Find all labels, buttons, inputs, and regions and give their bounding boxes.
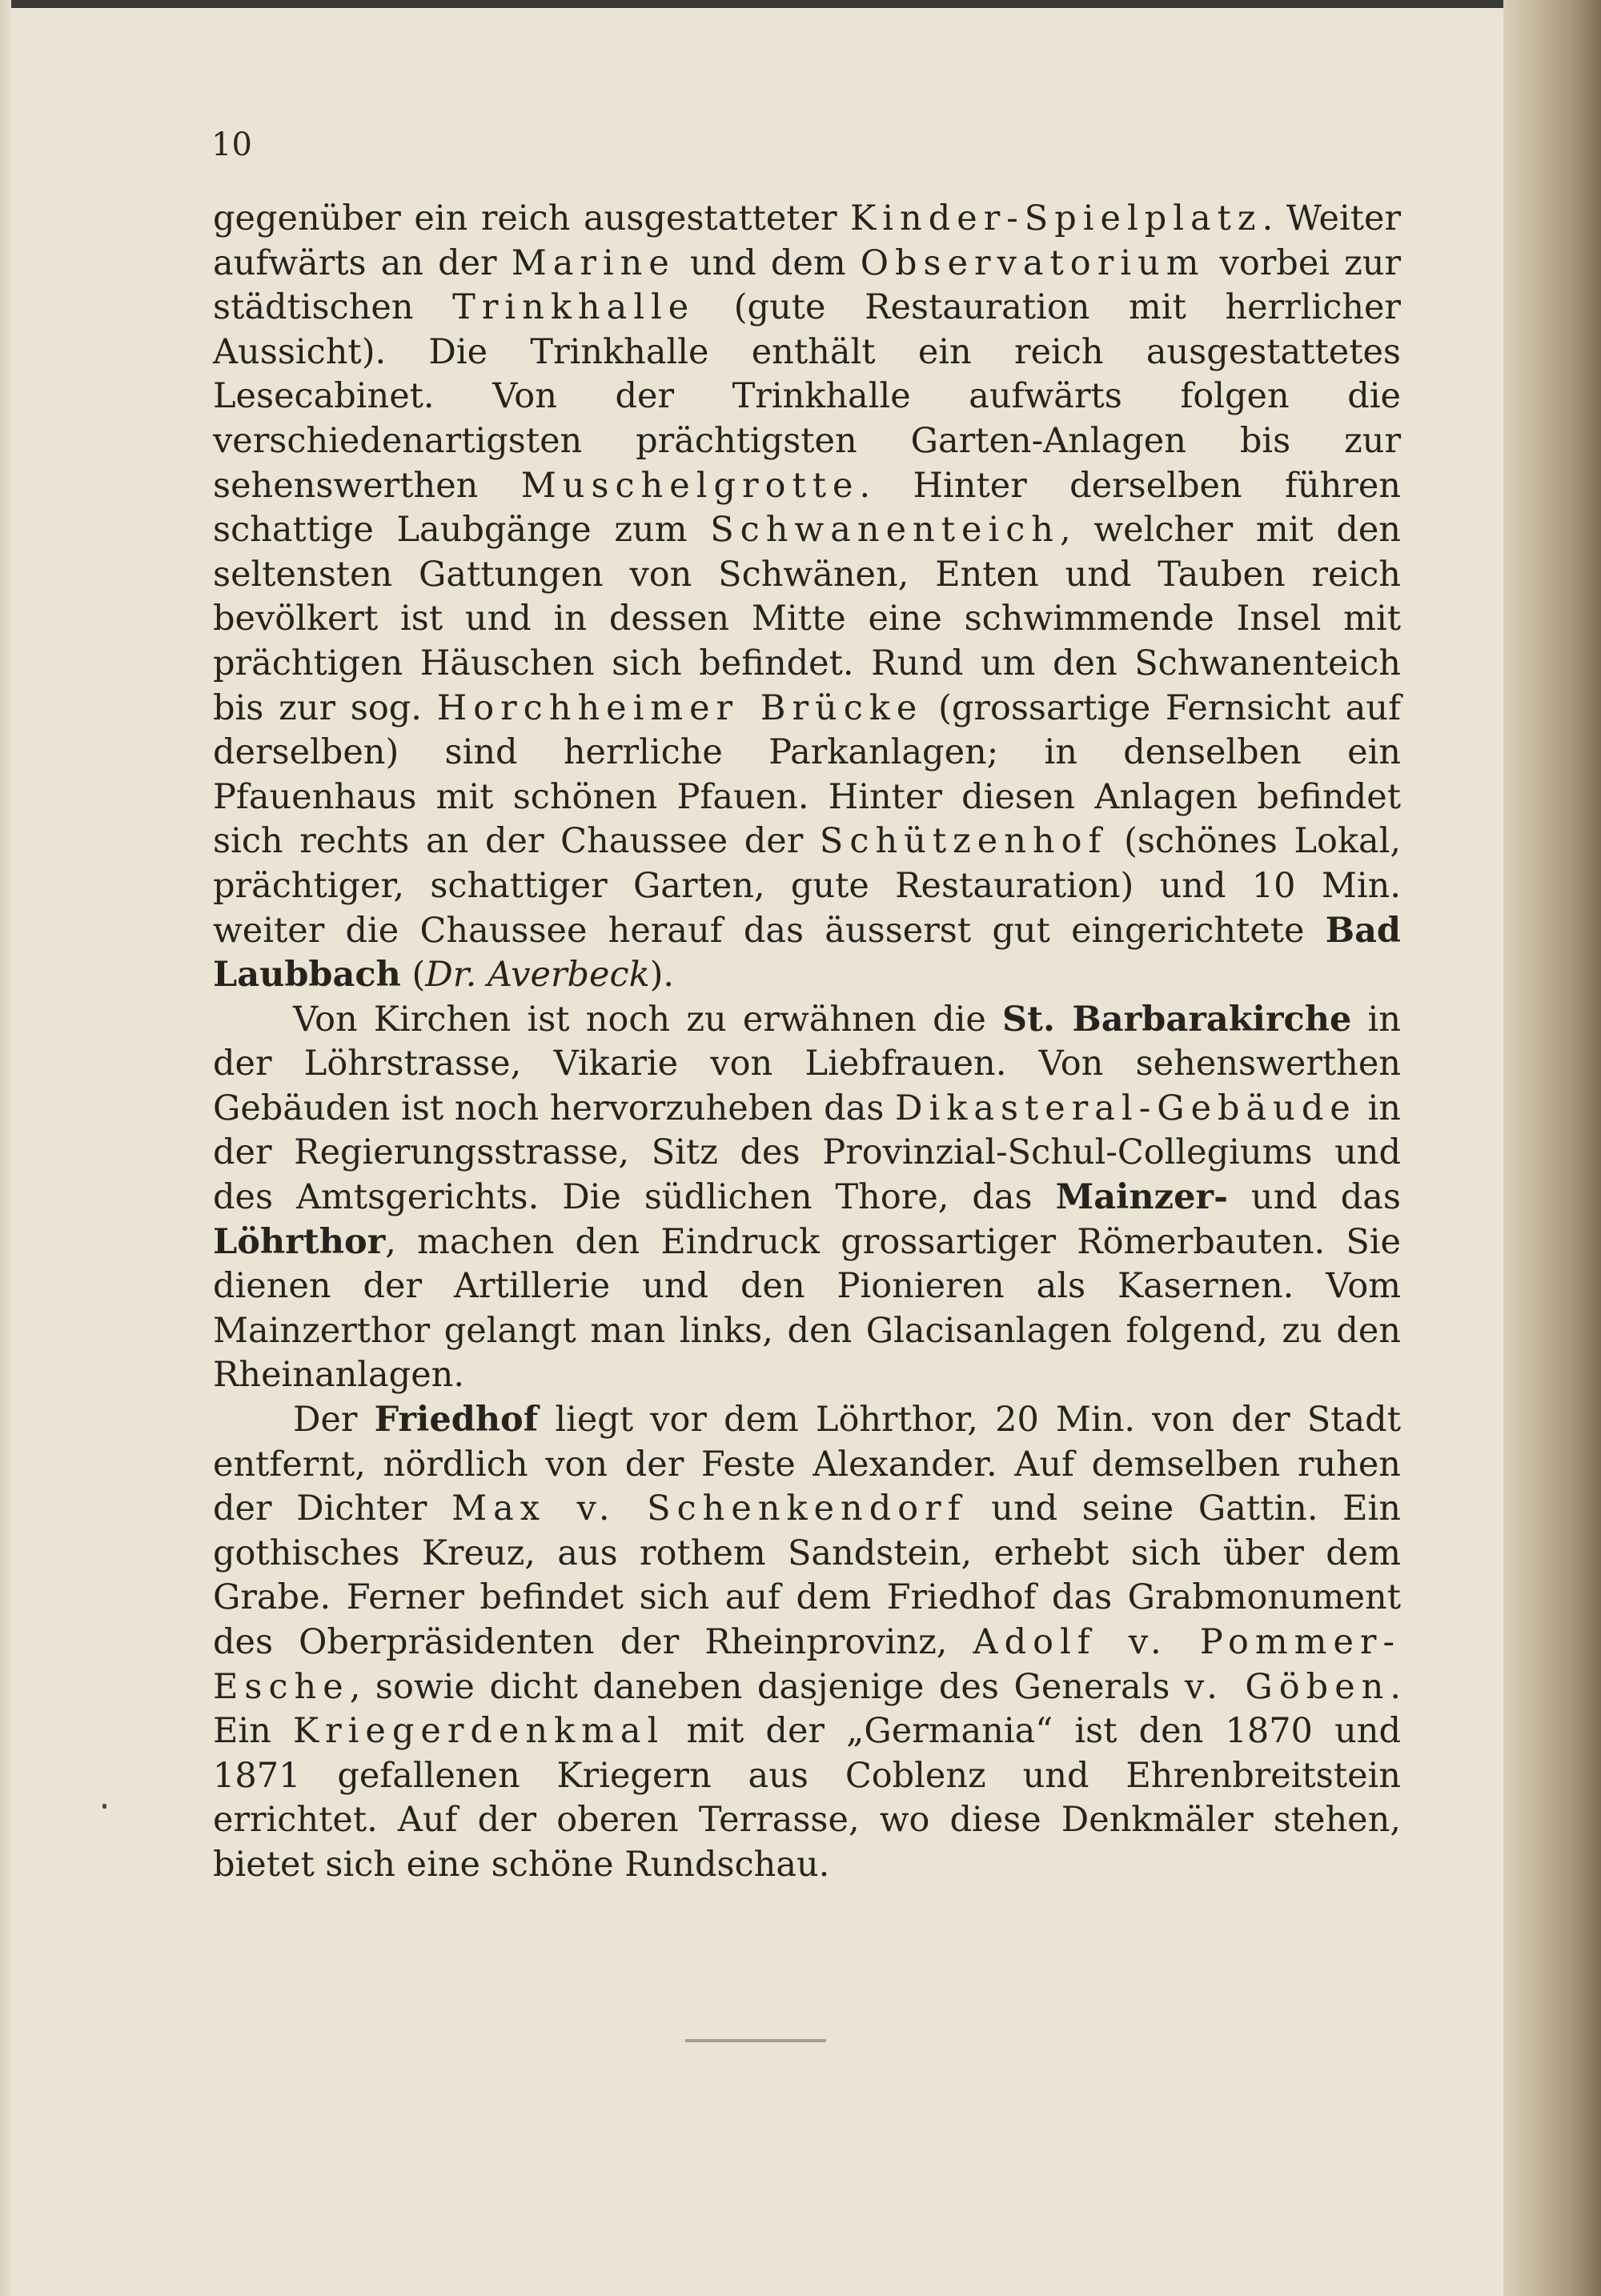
emphasis-run: Observatorium — [860, 242, 1206, 283]
text-run: (grossartige Fernsicht auf derselben) sind herrliche Parkanlagen; in denselben ein Pfauenhaus mit schönen Pfauen. Hinter diesen Anlagen befindet sich rechts an der Chaussee der — [213, 687, 1401, 862]
paragraph-2 — [213, 998, 1401, 1398]
ink-speck — [102, 1804, 106, 1809]
text-run: ( — [400, 955, 426, 996]
emphasis-run: Trinkhalle — [452, 287, 696, 328]
text-run: mit der „Germania“ ist den 1870 und 1871 gefallenen Kriegern aus Coblenz und Ehrenbreitstein errichtet. Auf der oberen Terrasse, wo diese Denkmäler stehen, bietet sich eine schöne Rundschau. — [213, 1711, 1401, 1885]
emphasis-run: Mainzer- — [1055, 1177, 1228, 1218]
text-run: in der Regierungsstrasse, Sitz des Provinzial-Schul-Collegiums und des Amtsgerichts. Die südlichen Thore, das — [213, 1088, 1401, 1218]
text-run: gegenüber ein reich ausgestatteter — [213, 198, 851, 238]
text-run: Von Kirchen ist noch zu erwähnen die — [293, 999, 1003, 1040]
scan-top-edge — [0, 0, 1505, 8]
emphasis-run: Horchheimer Brücke — [436, 687, 924, 728]
paragraph-3 — [213, 1398, 1401, 1888]
text-run: liegt vor dem Löhrthor, 20 Min. von der Stadt entfernt, nördlich von der Feste Alexander. Auf demselben ruhen der Dichter — [213, 1400, 1401, 1529]
emphasis-run: Schwanenteich — [710, 510, 1060, 551]
text-run: . Ein — [213, 1666, 1402, 1752]
page-number: 10 — [211, 126, 252, 163]
text-run: (schönes Lokal, prächtiger, schattiger Garten, gute Restauration) und 10 Min. weiter die Chaussee herauf das äusserst gut eingerichtete — [213, 821, 1401, 951]
paragraph-1 — [213, 197, 1401, 998]
emphasis-run: Dr. Averbeck — [425, 955, 650, 996]
emphasis-run: Kinder-Spielplatz — [850, 198, 1262, 238]
emphasis-run: Bad Laubbach — [213, 910, 1401, 996]
emphasis-run: Marine — [511, 242, 676, 283]
text-run: ). — [649, 955, 675, 996]
text-run: in der Löhrstrasse, Vikarie von Liebfrauen. Von sehenswerthen Gebäuden ist noch hervorzuheben das — [213, 999, 1401, 1128]
text-run: Der — [293, 1400, 375, 1441]
text-run: vorbei zur städtischen — [213, 242, 1402, 328]
emphasis-run: Muschelgrotte — [520, 465, 860, 506]
page-left-edge — [0, 0, 11, 2296]
text-run: . Weiter aufwärts an der — [213, 198, 1401, 283]
book-page — [11, 0, 1505, 2296]
text-run: , sowie dicht daneben dasjenige des Generals — [349, 1666, 1185, 1707]
emphasis-run: St. Barbarakirche — [1002, 999, 1352, 1040]
text-run: . Hinter derselben führen schattige Laubgänge zum — [213, 465, 1401, 551]
text-run: und das — [1227, 1177, 1401, 1218]
text-run: (gute Restauration mit herrlicher Aussicht). Die Trinkhalle enthält ein reich ausgestattetes Lesecabinet. Von der Trinkhalle aufwärts folgen die verschiedenartigsten prächtigsten Garten-Anlagen bis zur sehenswerthen — [213, 287, 1401, 506]
emphasis-run: Löhrthor — [213, 1221, 386, 1262]
text-run: und dem — [675, 242, 861, 283]
emphasis-run: Max v. Schenkendorf — [451, 1489, 967, 1529]
emphasis-run: v. Göben — [1185, 1666, 1390, 1707]
emphasis-run: Dikasteral-Gebäude — [895, 1088, 1357, 1128]
body-text — [213, 197, 1401, 1888]
end-rule — [685, 2039, 826, 2042]
emphasis-run: Kriegerdenkmal — [293, 1711, 665, 1752]
text-run: , welcher mit den seltensten Gattungen von Schwänen, Enten und Tauben reich bevölkert ist und in dessen Mitte eine schwimmende Insel mit prächtigen Häuschen sich befindet. Rund um den Schwanenteich bis zur sog. — [213, 510, 1401, 728]
text-run: und seine Gattin. Ein gothisches Kreuz, aus rothem Sandstein, erhebt sich über dem Grabe. Ferner befindet sich auf dem Friedhof das Grabmonument des Oberpräsidenten der Rheinprovinz, — [213, 1489, 1401, 1662]
emphasis-run: Friedhof — [374, 1400, 539, 1441]
text-run: , machen den Eindruck grossartiger Römerbauten. Sie dienen der Artillerie und den Pionieren als Kasernen. Vom Mainzerthor gelangt man links, den Glacisanlagen folgend, zu den Rheinanlagen. — [213, 1221, 1401, 1396]
emphasis-run: Adolf v. Pommer-Esche — [213, 1622, 1401, 1707]
book-gutter-shadow — [1503, 0, 1601, 2296]
emphasis-run: Schützenhof — [819, 821, 1108, 862]
